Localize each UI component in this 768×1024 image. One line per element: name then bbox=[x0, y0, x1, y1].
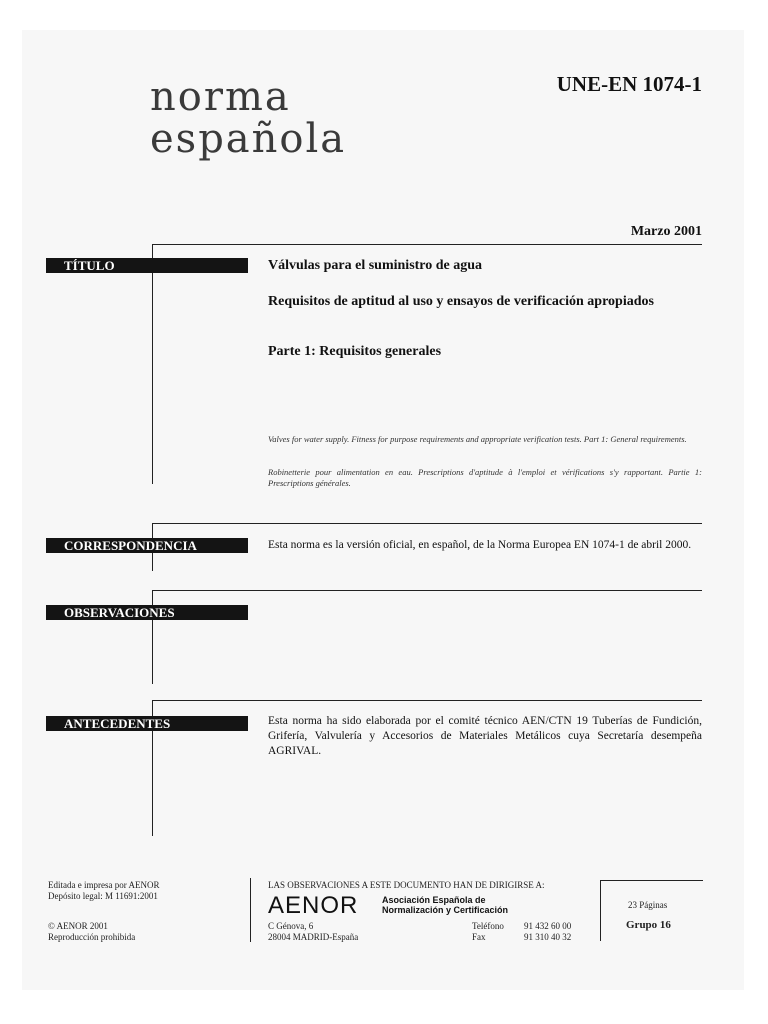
aenor-name bbox=[382, 895, 508, 915]
price-group: Grupo 16 bbox=[626, 919, 671, 931]
aenor-name-line2: Normalización y Certificación bbox=[382, 905, 509, 915]
titulo-vertical-rule bbox=[152, 244, 153, 484]
label-correspondencia: CORRESPONDENCIA bbox=[46, 538, 248, 553]
address-line1: C Génova, 6 bbox=[268, 921, 314, 931]
title-french: Robinetterie pour alimentation en eau. Prescriptions d'aptitude à l'emploi et vérifications s'y rapportant. Partie 1: Prescriptions générales. bbox=[268, 467, 702, 488]
label-observaciones: OBSERVACIONES bbox=[46, 605, 248, 620]
title-english: Valves for water supply. Fitness for purpose requirements and appropriate verification tests. Part 1: General requirements. bbox=[268, 434, 687, 444]
footer-reproduction: Reproducción prohibida bbox=[48, 932, 136, 942]
phone-number: 91 432 60 00 bbox=[524, 921, 572, 931]
phone-label: Teléfono bbox=[472, 921, 504, 931]
label-titulo: TÍTULO bbox=[46, 258, 248, 273]
observaciones-top-rule bbox=[152, 590, 702, 591]
address-line2: 28004 MADRID-España bbox=[268, 932, 359, 942]
correspondencia-text: Esta norma es la versión oficial, en español, de la Norma Europea EN 1074-1 de abril 2000. bbox=[268, 539, 692, 551]
footer-divider bbox=[250, 878, 251, 942]
footer-publisher-line2: Depósito legal: M 11691:2001 bbox=[48, 891, 158, 901]
label-antecedentes: ANTECEDENTES bbox=[46, 716, 248, 731]
footer-instructions: LAS OBSERVACIONES A ESTE DOCUMENTO HAN DE DIRIGIRSE A: bbox=[268, 880, 545, 890]
publication-date: Marzo 2001 bbox=[630, 224, 702, 239]
brand-norma: norma bbox=[150, 74, 291, 120]
brand-espanola: española bbox=[150, 116, 347, 162]
title-subtitle: Requisitos de aptitud al uso y ensayos de verificación apropiados bbox=[268, 294, 654, 309]
antecedentes-text: Esta norma ha sido elaborada por el comité técnico AEN/CTN 19 Tuberías de Fundición, Grifería, Valvulería y Accesorios de Materiales Metálicos cuya Secretaría desempeña AGRIVAL. bbox=[268, 715, 702, 757]
correspondencia-top-rule bbox=[152, 523, 702, 524]
titulo-top-rule bbox=[152, 244, 702, 245]
page-count: 23 Páginas bbox=[628, 900, 668, 910]
standard-code: UNE-EN 1074-1 bbox=[556, 72, 702, 96]
antecedentes-top-rule bbox=[152, 700, 702, 701]
document-page bbox=[22, 30, 744, 990]
title-part: Parte 1: Requisitos generales bbox=[268, 344, 442, 359]
footer-publisher-line1: Editada e impresa por AENOR bbox=[48, 880, 160, 890]
title-main: Válvulas para el suministro de agua bbox=[268, 258, 483, 273]
fax-number: 91 310 40 32 bbox=[524, 932, 572, 942]
aenor-name-line1: Asociación Española de bbox=[382, 895, 486, 905]
footer-copyright: © AENOR 2001 bbox=[48, 921, 108, 931]
fax-label: Fax bbox=[472, 932, 486, 942]
aenor-logo: AENOR bbox=[268, 892, 359, 919]
